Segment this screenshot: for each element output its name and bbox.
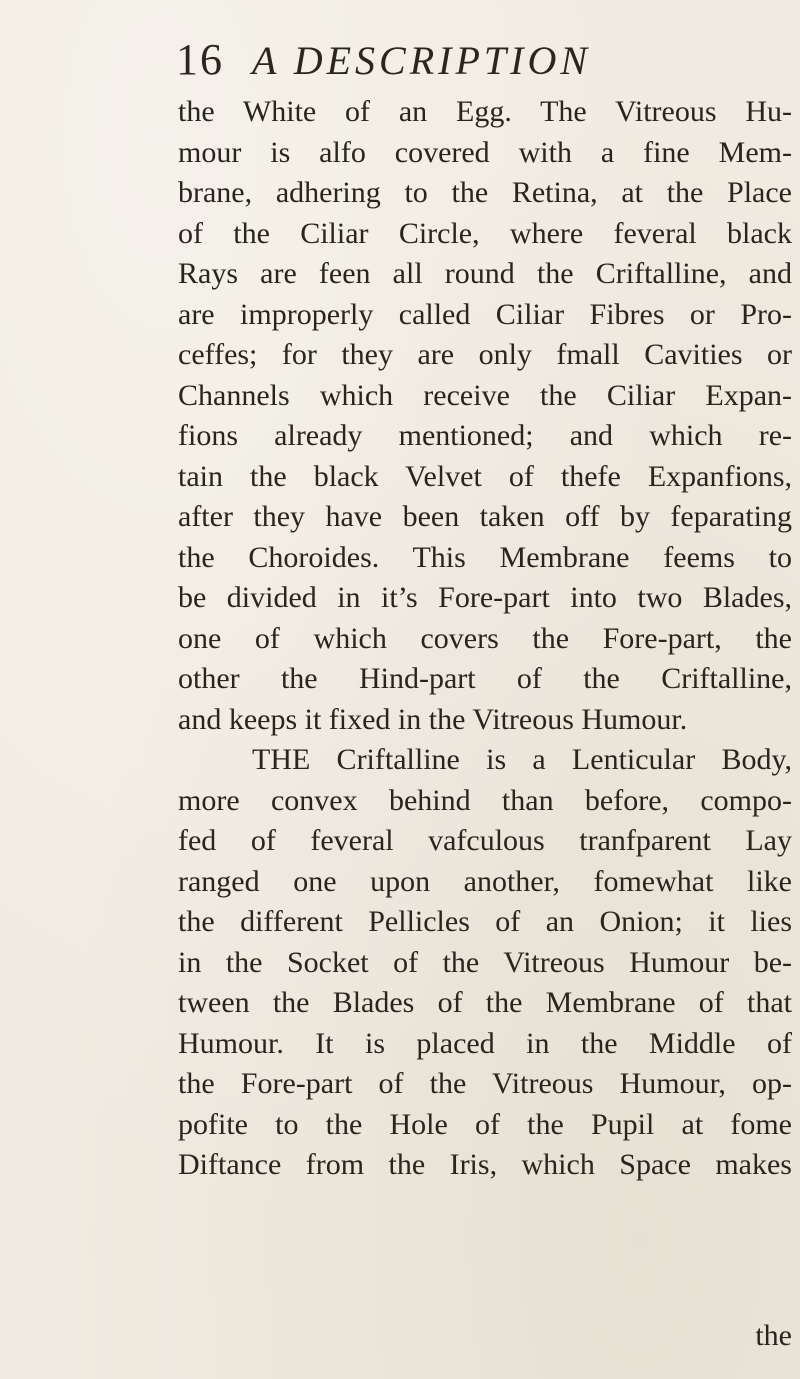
- text-line: ranged one upon another, fomewhat like: [178, 864, 792, 898]
- text-line: are improperly called Ciliar Fibres or Pro-: [178, 297, 792, 331]
- page-header: [176, 34, 591, 84]
- text-line: tain the black Velvet of thefe Expanfions,: [178, 459, 792, 493]
- text-line: and keeps it fixed in the Vitreous Humour.: [178, 702, 688, 736]
- text-line: Channels which receive the Ciliar Expan-: [178, 378, 792, 412]
- page-number: 16: [176, 35, 224, 84]
- text-line: of the Ciliar Circle, where feveral black: [178, 216, 792, 250]
- text-line: ceffes; for they are only fmall Cavities or: [178, 338, 792, 371]
- text-line: Diftance from the Iris, which Space makes: [178, 1148, 792, 1181]
- body-text: [178, 92, 792, 1186]
- text-line: one of which covers the Fore-part, the: [178, 621, 792, 655]
- text-line: more convex behind than before, compo-: [178, 783, 792, 817]
- text-line: Humour. It is placed in the Middle of: [178, 1026, 792, 1060]
- text-line: mour is alfo covered with a fine Mem-: [178, 135, 792, 169]
- text-line: after they have been taken off by feparating: [178, 500, 792, 533]
- catchword-line: [178, 1316, 792, 1356]
- text-line: the different Pellicles of an Onion; it lies: [178, 905, 792, 938]
- catchword: the: [755, 1319, 792, 1352]
- running-head: A DESCRIPTION: [252, 38, 592, 83]
- text-line: fed of feveral vafculous tranfparent Lay: [178, 824, 792, 857]
- paragraph-first-line: THE Criftalline is a Lenticular Body,: [252, 743, 792, 776]
- text-line: other the Hind-part of the Criftalline,: [178, 662, 792, 695]
- text-line: the White of an Egg. The Vitreous Hu-: [178, 95, 792, 128]
- text-line: the Fore-part of the Vitreous Humour, op-: [178, 1067, 792, 1100]
- text-line: fions already mentioned; and which re-: [178, 419, 792, 452]
- text-line: tween the Blades of the Membrane of that: [178, 986, 792, 1019]
- text-line: pofite to the Hole of the Pupil at fome: [178, 1107, 792, 1141]
- text-line: in the Socket of the Vitreous Humour be-: [178, 945, 792, 979]
- text-line: Rays are feen all round the Criftalline, and: [178, 257, 792, 290]
- text-line: the Choroides. This Membrane feems to: [178, 540, 792, 574]
- text-line: be divided in it’s Fore-part into two Blades,: [178, 581, 792, 614]
- text-line: brane, adhering to the Retina, at the Place: [178, 176, 792, 209]
